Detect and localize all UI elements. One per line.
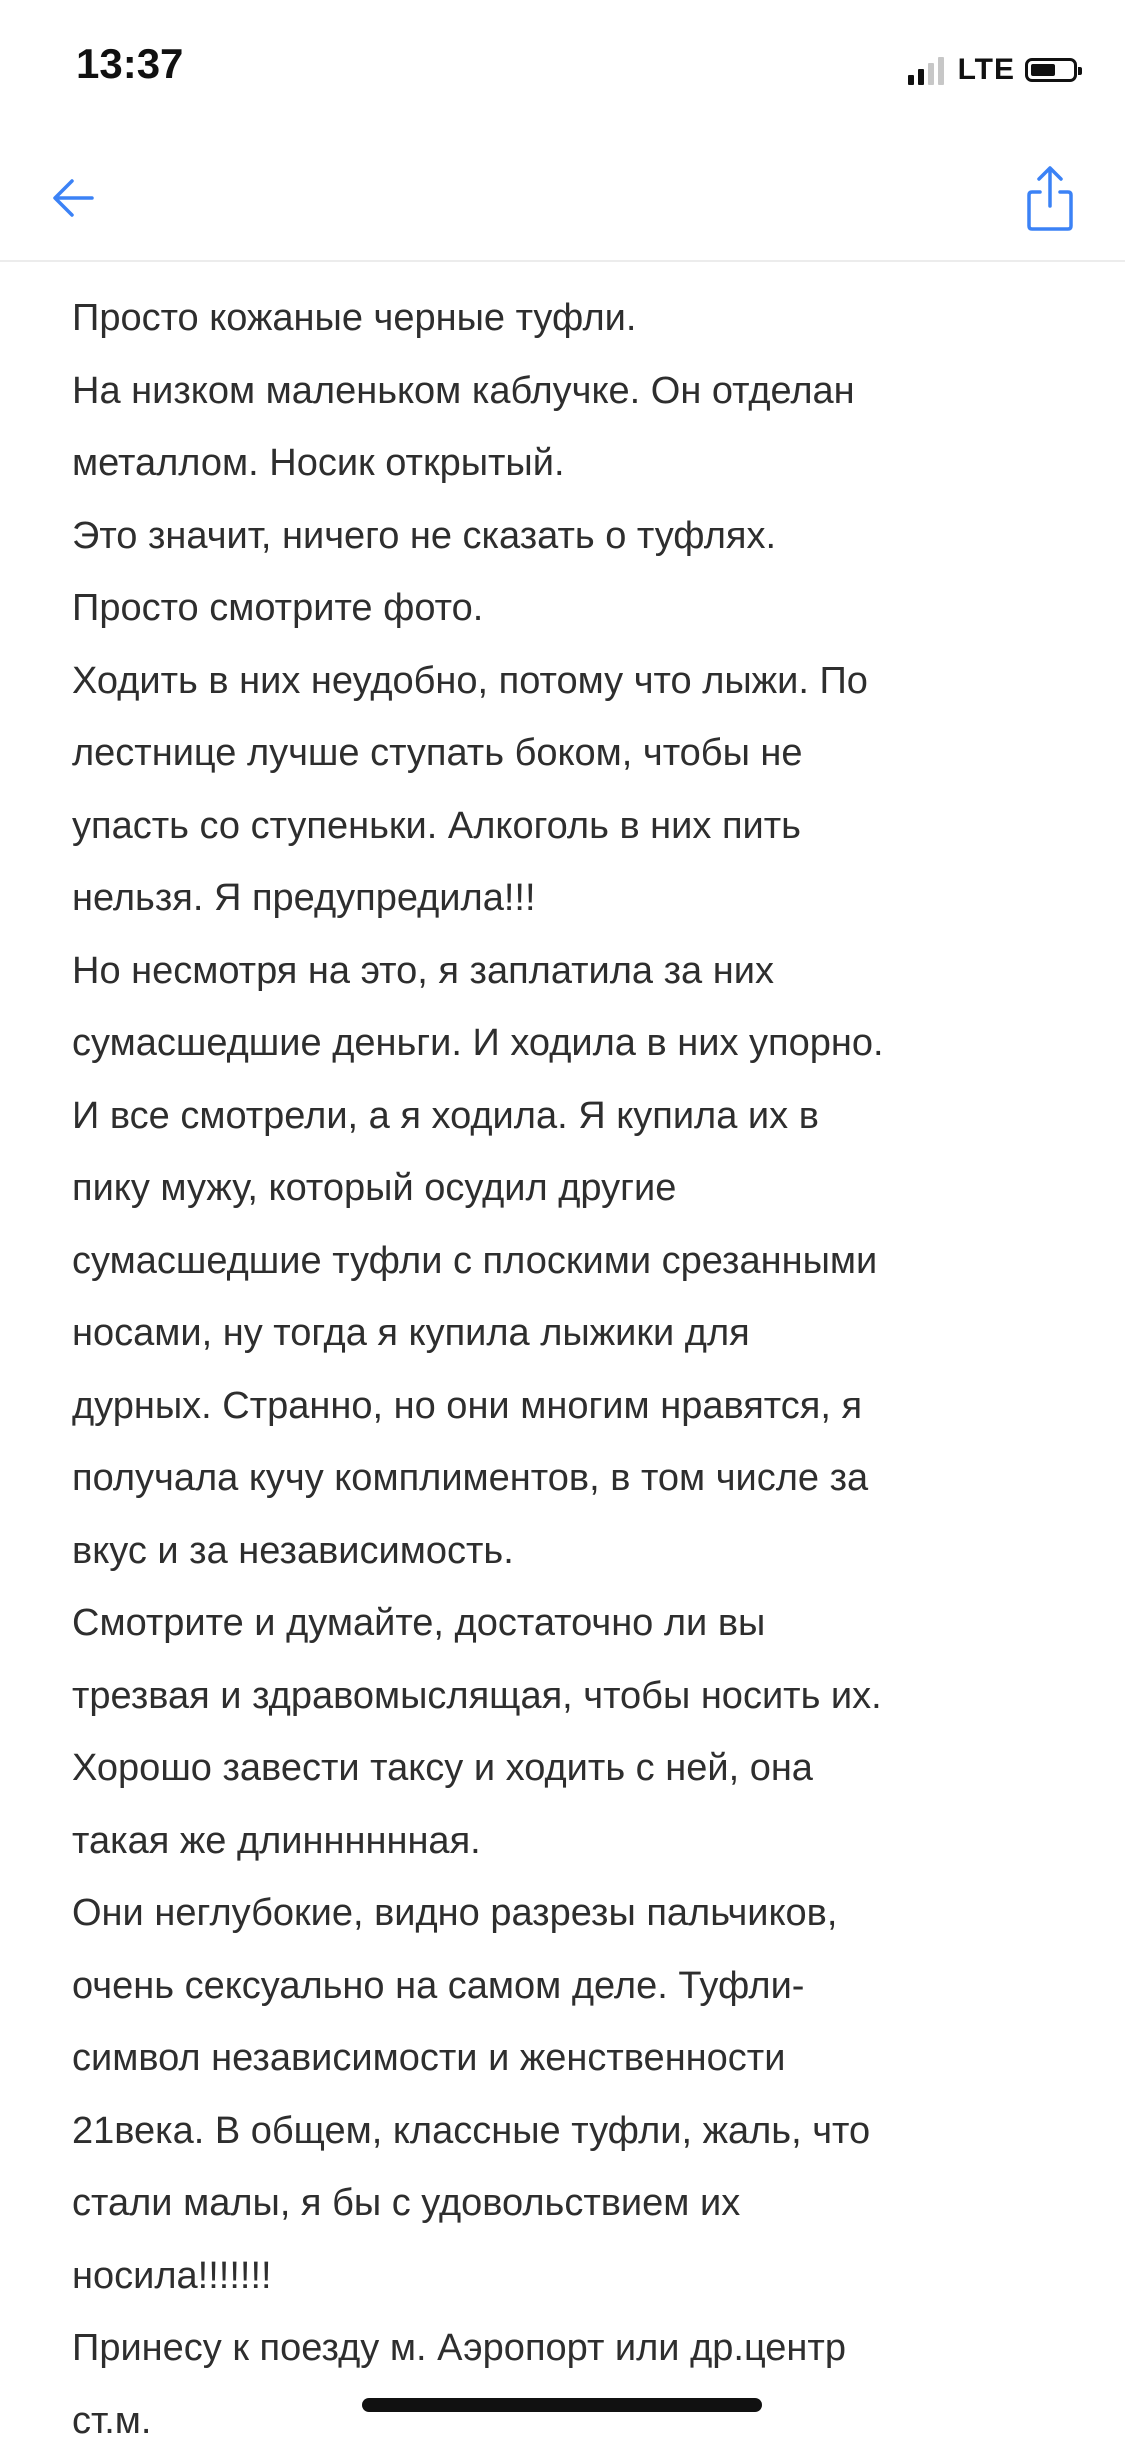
text-line: нельзя. Я предупредила!!! xyxy=(72,862,1082,935)
text-line: На низком маленьком каблучке. Он отделан xyxy=(72,355,1082,428)
status-indicators xyxy=(908,52,1077,88)
text-line: стали малы, я бы с удовольствием их xyxy=(72,2167,1082,2240)
text-line: дурных. Странно, но они многим нравятся, я xyxy=(72,1370,1082,1443)
text-line: Смотрите и думайте, достаточно ли вы xyxy=(72,1587,1082,1660)
arrow-left-icon xyxy=(40,168,110,228)
text-line: такая же длинннннная. xyxy=(72,1805,1082,1878)
text-line: Принесу к поезду м. Аэропорт или др.центр xyxy=(72,2312,1082,2385)
text-line: символ независимости и женственности xyxy=(72,2022,1082,2095)
text-line: очень сексуально на самом деле. Туфли- xyxy=(72,1950,1082,2023)
back-button[interactable] xyxy=(40,168,110,228)
text-line: носами, ну тогда я купила лыжики для xyxy=(72,1297,1082,1370)
network-type: LTE xyxy=(958,53,1015,87)
home-indicator[interactable] xyxy=(362,2398,762,2412)
text-line: 21века. В общем, классные туфли, жаль, что xyxy=(72,2095,1082,2168)
text-line: Ходить в них неудобно, потому что лыжи. По xyxy=(72,645,1082,718)
text-line: Но несмотря на это, я заплатила за них xyxy=(72,935,1082,1008)
status-time: 13:37 xyxy=(76,40,183,88)
text-line: сумасшедшие туфли с плоскими срезанными xyxy=(72,1225,1082,1298)
text-line: И все смотрели, а я ходила. Я купила их в xyxy=(72,1080,1082,1153)
text-line: Хорошо завести таксу и ходить с ней, она xyxy=(72,1732,1082,1805)
share-icon xyxy=(1015,160,1085,240)
text-line: упасть со ступеньки. Алкоголь в них пить xyxy=(72,790,1082,863)
text-line: трезвая и здравомыслящая, чтобы носить их. xyxy=(72,1660,1082,1733)
text-line: пику мужу, который осудил другие xyxy=(72,1152,1082,1225)
text-line: металлом. Носик открытый. xyxy=(72,427,1082,500)
text-line: вкус и за независимость. xyxy=(72,1515,1082,1588)
text-line: сумасшедшие деньги. И ходила в них упорно. xyxy=(72,1007,1082,1080)
signal-strength-icon xyxy=(908,55,948,85)
share-button[interactable] xyxy=(1015,160,1085,240)
text-line: ст.м. xyxy=(72,2385,1082,2457)
text-line: носила!!!!!!! xyxy=(72,2240,1082,2313)
status-bar xyxy=(0,0,1125,140)
nav-bar xyxy=(0,140,1125,262)
post-body xyxy=(72,282,1082,2457)
text-line: лестнице лучше ступать боком, чтобы не xyxy=(72,717,1082,790)
battery-icon xyxy=(1025,58,1077,82)
text-line: Они неглубокие, видно разрезы пальчиков, xyxy=(72,1877,1082,1950)
text-line: Просто кожаные черные туфли. xyxy=(72,282,1082,355)
text-line: Это значит, ничего не сказать о туфлях. xyxy=(72,500,1082,573)
text-line: Просто смотрите фото. xyxy=(72,572,1082,645)
text-line: получала кучу комплиментов, в том числе за xyxy=(72,1442,1082,1515)
